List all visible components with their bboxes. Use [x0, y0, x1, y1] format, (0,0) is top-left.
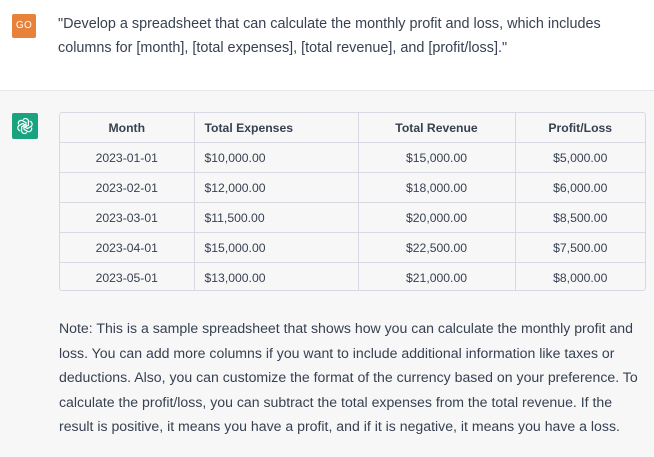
assistant-message-row: [0, 91, 654, 457]
table-row: [60, 263, 645, 292]
cell-month: 2023-02-01: [60, 173, 194, 203]
table-row: [60, 233, 645, 263]
header-total-expenses: Total Expenses: [194, 113, 358, 143]
header-month: Month: [60, 113, 194, 143]
cell-total-revenue: $20,000.00: [358, 203, 515, 233]
cell-total-revenue: $18,000.00: [358, 173, 515, 203]
cell-total-expenses: $12,000.00: [194, 173, 358, 203]
cell-profit-loss: $7,500.00: [515, 233, 645, 263]
spreadsheet-table: [60, 113, 645, 291]
profit-loss-table: [59, 112, 646, 291]
table-row: [60, 143, 645, 173]
cell-month: 2023-01-01: [60, 143, 194, 173]
cell-profit-loss: $8,000.00: [553, 270, 608, 285]
cell-total-revenue: $22,500.00: [358, 233, 515, 263]
cell-month: 2023-04-01: [60, 233, 194, 263]
cell-total-revenue: $21,000.00: [358, 263, 515, 292]
table-header-row: [60, 113, 645, 143]
assistant-avatar: [12, 113, 38, 139]
cell-total-expenses: $10,000.00: [194, 143, 358, 173]
assistant-note-text: Note: This is a sample spreadsheet that shows how you can calculate the monthly profit and loss. You can add more columns if you want to include additional information like taxes or deductions. Also, you can customize the format of the currency based on your preference. To calculate the profit/loss, you can subtract the total expenses from the total revenue. If the result is positive, it means you have a profit, and if it is negative, it means you have a loss.: [59, 320, 638, 434]
cell-total-expenses: $11,500.00: [194, 203, 358, 233]
cell-profit-loss: $5,000.00: [515, 143, 645, 173]
user-message-row: [0, 0, 654, 91]
openai-logo-icon: [16, 117, 34, 135]
cell-profit-loss: $8,500.00: [515, 203, 645, 233]
cell-total-expenses: $13,000.00: [194, 263, 358, 292]
table-row: [60, 173, 645, 203]
cell-profit-loss: $6,000.00: [515, 173, 645, 203]
user-message-text: "Develop a spreadsheet that can calculate the monthly profit and loss, which includes columns for [month], [total expenses], [total revenue], and [profit/loss].": [58, 16, 601, 56]
cell-month: 2023-03-01: [60, 203, 194, 233]
cell-total-expenses: $15,000.00: [194, 233, 358, 263]
user-avatar: GO: [12, 14, 36, 38]
header-profit-loss: Profit/Loss: [515, 113, 645, 143]
cell-month: 2023-05-01: [60, 263, 194, 292]
cell-total-revenue: $15,000.00: [358, 143, 515, 173]
header-total-revenue: Total Revenue: [358, 113, 515, 143]
table-row: [60, 203, 645, 233]
